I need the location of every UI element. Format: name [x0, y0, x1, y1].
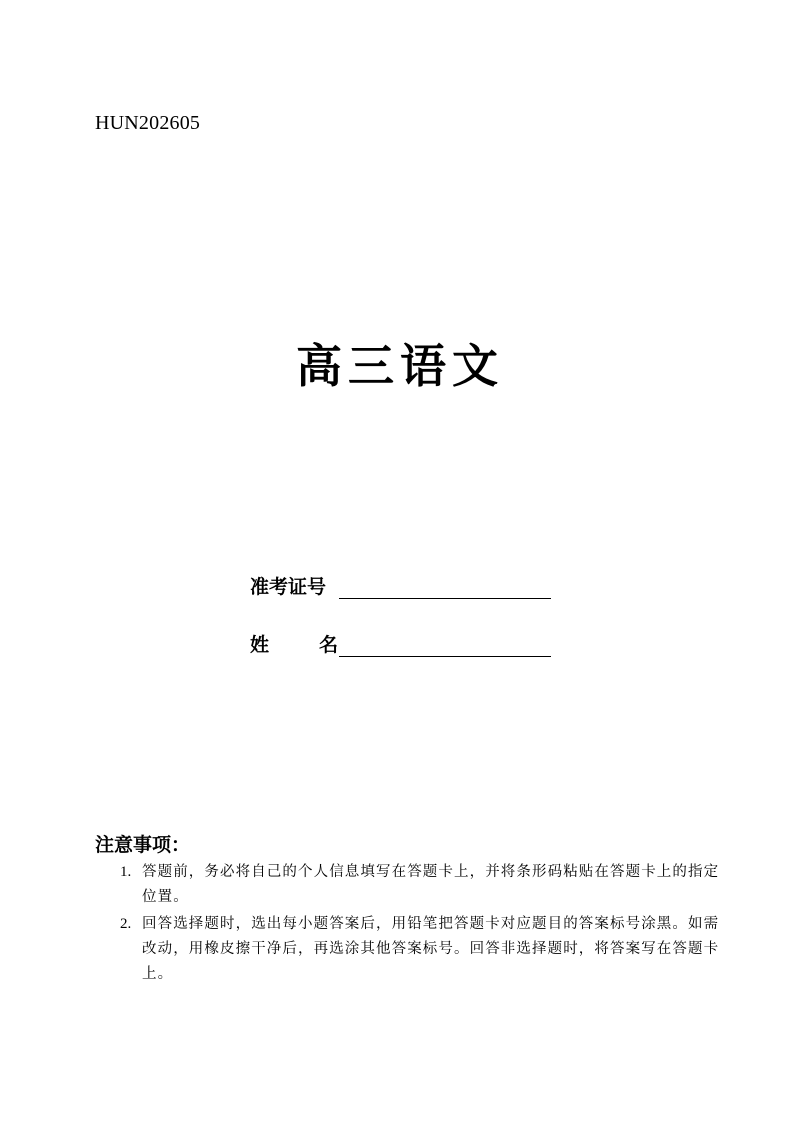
page-title: 高三语文 [296, 339, 504, 393]
notes-heading: 注意事项： [95, 834, 191, 856]
note-number: 1. [120, 864, 132, 880]
name-blank[interactable] [339, 634, 551, 657]
name-label-char-2: 名 [318, 634, 338, 656]
note-item [120, 912, 720, 987]
name-label [250, 630, 338, 657]
admission-number-blank[interactable] [339, 576, 551, 599]
name-field [250, 630, 551, 657]
notes-list [120, 860, 720, 989]
note-text: 回答选择题时，选出每小题答案后，用铅笔把答题卡对应题目的答案标号涂黑。如需改动，用橡皮擦干净后，再选涂其他答案标号。回答非选择题时，将答案写在答题卡上。 [142, 916, 720, 982]
note-number: 2. [120, 916, 132, 932]
name-label-char-1: 姓 [250, 634, 270, 656]
admission-number-label: 准考证号 [250, 576, 327, 598]
note-text: 答题前，务必将自己的个人信息填写在答题卡上，并将条形码粘贴在答题卡上的指定位置。 [142, 864, 720, 905]
exam-code: HUN202605 [95, 112, 201, 134]
admission-number-field [250, 572, 551, 599]
note-item [120, 860, 720, 910]
